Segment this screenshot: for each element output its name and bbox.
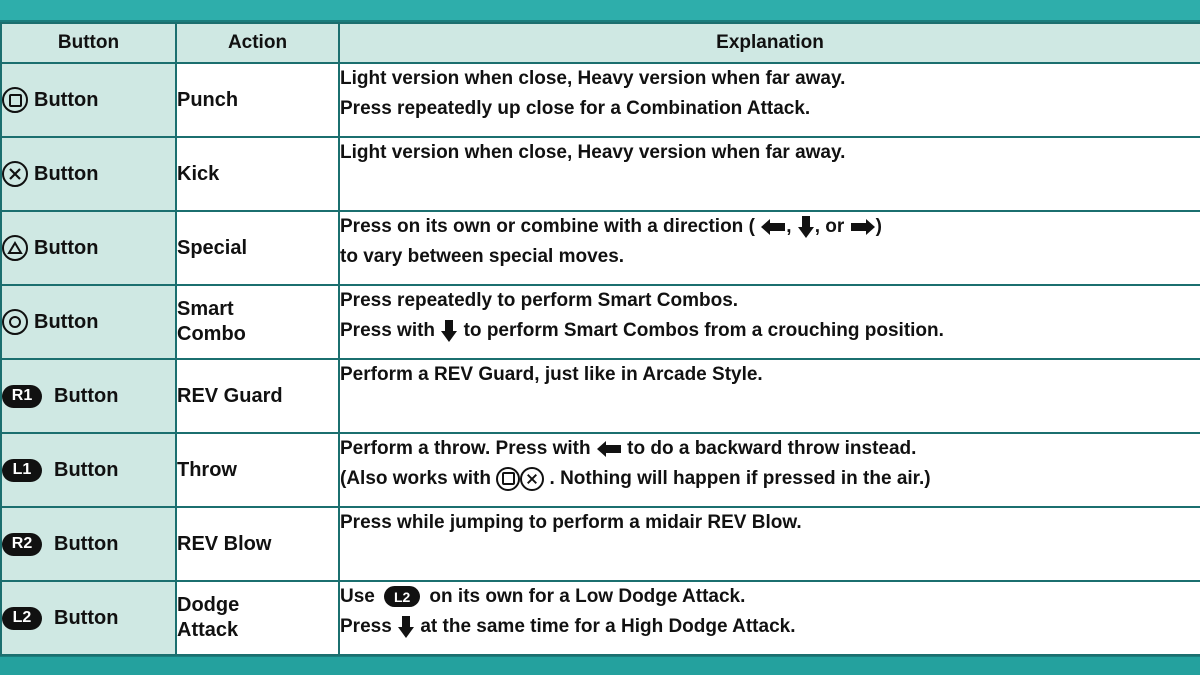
explanation-line: Light version when close, Heavy version when far away. — [340, 142, 846, 163]
table-row — [1, 507, 1200, 581]
explanation-text: Press on its own or combine with a direction ( — [340, 216, 755, 237]
button-label: Button — [34, 88, 99, 111]
explanation-cell — [339, 63, 1200, 137]
explanation-line: Press while jumping to perform a midair REV Blow. — [340, 512, 802, 533]
right-arrow-icon — [850, 218, 876, 236]
button-label: Button — [34, 310, 99, 333]
explanation-line — [340, 316, 1200, 346]
explanation-line: Light version when close, Heavy version when far away. — [340, 68, 846, 89]
explanation-cell — [339, 359, 1200, 433]
r1-button-icon: R1 — [2, 385, 42, 408]
table-header-row — [1, 23, 1200, 63]
explanation-text: , or — [814, 216, 845, 237]
table-row — [1, 433, 1200, 507]
cross-button-icon — [2, 161, 28, 187]
circle-button-icon — [2, 309, 28, 335]
explanation-text: . Nothing will happen if pressed in the air.) — [549, 468, 931, 489]
explanation-cell — [339, 137, 1200, 211]
button-label: Button — [54, 458, 119, 481]
explanation-cell — [339, 433, 1200, 507]
l1-button-icon: L1 — [2, 459, 42, 482]
explanation-text: ) — [875, 216, 882, 237]
explanation-text: on its own for a Low Dodge Attack. — [429, 586, 746, 607]
explanation-line: to vary between special moves. — [340, 246, 625, 267]
explanation-text: (Also works with — [340, 468, 491, 489]
table-row — [1, 63, 1200, 137]
left-arrow-icon — [596, 440, 622, 458]
down-arrow-icon — [440, 319, 458, 343]
background-bottom — [0, 657, 1200, 675]
table-row — [1, 285, 1200, 359]
button-label: Button — [54, 532, 119, 555]
header-action: Action — [176, 23, 339, 63]
action-cell — [176, 581, 339, 655]
triangle-button-icon — [2, 235, 28, 261]
cross-button-icon — [520, 467, 544, 491]
explanation-text: Use — [340, 586, 375, 607]
button-cell — [1, 359, 176, 433]
explanation-line — [340, 582, 1200, 612]
action-line: Smart — [177, 298, 234, 320]
explanation-text: , — [786, 216, 792, 237]
button-label: Button — [54, 384, 119, 407]
action-cell — [176, 285, 339, 359]
background-top — [0, 0, 1200, 20]
button-cell — [1, 581, 176, 655]
square-button-icon — [2, 87, 28, 113]
explanation-text: Perform a throw. Press with — [340, 438, 591, 459]
action-cell: Punch — [176, 63, 339, 137]
table-row — [1, 211, 1200, 285]
header-button: Button — [1, 23, 176, 63]
action-cell: REV Guard — [176, 359, 339, 433]
l2-button-icon: L2 — [2, 607, 42, 630]
controls-table — [0, 22, 1200, 656]
action-cell: REV Blow — [176, 507, 339, 581]
action-cell: Throw — [176, 433, 339, 507]
explanation-cell — [339, 581, 1200, 655]
explanation-line: Perform a REV Guard, just like in Arcade Style. — [340, 364, 763, 385]
square-button-icon — [496, 467, 520, 491]
button-label: Button — [34, 236, 99, 259]
explanation-line — [340, 212, 1200, 242]
button-cell — [1, 211, 176, 285]
explanation-cell — [339, 285, 1200, 359]
button-cell — [1, 285, 176, 359]
button-cell — [1, 433, 176, 507]
explanation-line: Press repeatedly up close for a Combination Attack. — [340, 98, 811, 119]
explanation-cell — [339, 507, 1200, 581]
explanation-line — [340, 434, 1200, 464]
explanation-cell — [339, 211, 1200, 285]
table-row — [1, 137, 1200, 211]
explanation-line: Press repeatedly to perform Smart Combos. — [340, 290, 739, 311]
explanation-line — [340, 464, 1200, 494]
button-label: Button — [34, 162, 99, 185]
explanation-text: to perform Smart Combos from a crouching position. — [463, 320, 944, 341]
action-line: Dodge — [177, 594, 240, 616]
explanation-text: at the same time for a High Dodge Attack. — [420, 616, 796, 637]
action-line: Combo — [177, 323, 246, 345]
explanation-line — [340, 612, 1200, 642]
action-line: Attack — [177, 619, 239, 641]
button-label: Button — [54, 606, 119, 629]
explanation-text: Press — [340, 616, 392, 637]
down-arrow-icon — [797, 215, 815, 239]
down-arrow-icon — [397, 615, 415, 639]
explanation-text: Press with — [340, 320, 436, 341]
explanation-text: to do a backward throw instead. — [627, 438, 917, 459]
table-row — [1, 581, 1200, 655]
action-cell: Special — [176, 211, 339, 285]
button-cell — [1, 63, 176, 137]
button-cell — [1, 507, 176, 581]
table-row — [1, 359, 1200, 433]
action-cell: Kick — [176, 137, 339, 211]
left-arrow-icon — [760, 218, 786, 236]
l2-button-icon: L2 — [384, 586, 420, 607]
header-explanation: Explanation — [339, 23, 1200, 63]
button-cell — [1, 137, 176, 211]
r2-button-icon: R2 — [2, 533, 42, 556]
